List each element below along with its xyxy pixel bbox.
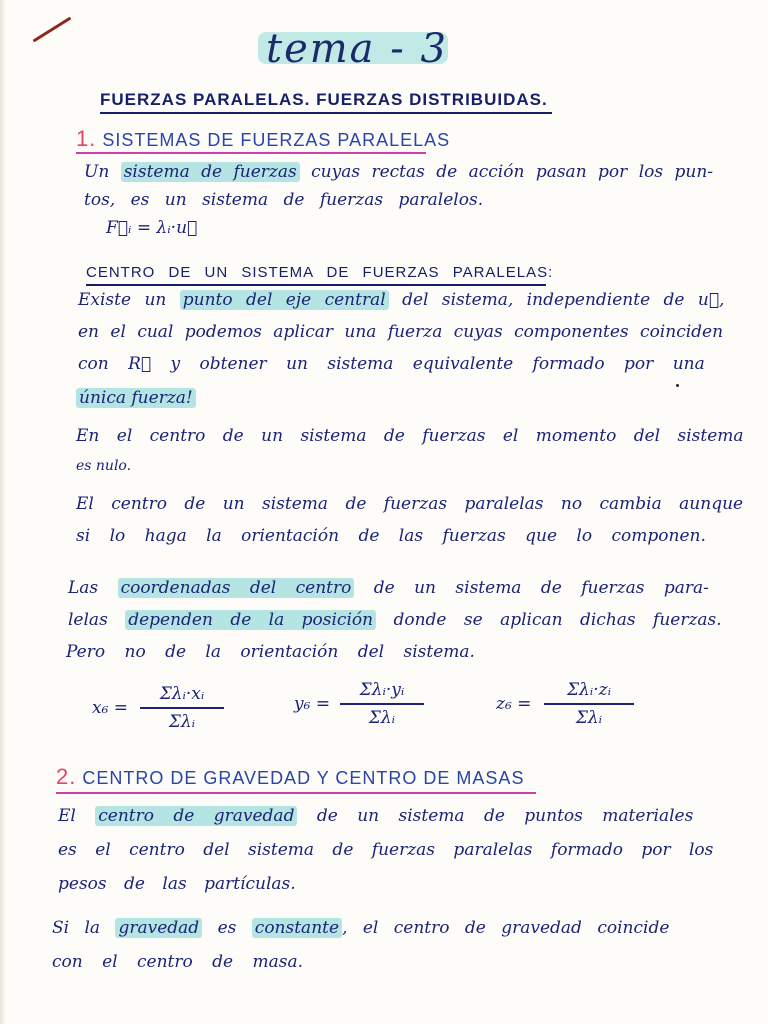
formula-x-denominator: Σλᵢ: [168, 711, 196, 732]
centro-line-11: Pero no de la orientación del sistema.: [66, 642, 475, 662]
formula-y-denominator: Σλᵢ: [368, 707, 396, 728]
ink-dot: [676, 384, 679, 387]
pencil-mark: [33, 17, 72, 43]
centro-line-6: es nulo.: [76, 458, 132, 474]
text: El: [58, 806, 76, 826]
centro-line-8: si lo haga la orientación de las fuerzas que lo componen.: [76, 526, 706, 546]
formula-y-fraction: [340, 680, 424, 728]
section-2-title: CENTRO DE GRAVEDAD Y CENTRO DE MASAS: [82, 768, 525, 788]
text: , el centro de gravedad coincide: [342, 918, 670, 938]
highlight-unica-fuerza: única fuerza!: [76, 388, 196, 408]
s2-line-1: [58, 806, 693, 826]
formula-z-lhs: z₆ =: [496, 694, 532, 714]
fraction-bar: [544, 703, 634, 705]
text: cuyas rectas de acción pasan por los pun-: [311, 162, 714, 182]
highlight-constante: constante: [252, 918, 342, 938]
s1-line-1: [84, 162, 713, 182]
fraction-bar: [340, 703, 424, 705]
subtitle-underline: [100, 112, 552, 114]
formula-x-fraction: [140, 684, 224, 732]
s2-line-2: es el centro del sistema de fuerzas paralelas formado por los: [58, 840, 714, 860]
section-1-number: 1.: [76, 126, 97, 151]
section-2-number: 2.: [56, 764, 77, 789]
text: donde se aplican dichas fuerzas.: [393, 610, 722, 630]
text: del sistema, independiente de u⃗,: [402, 290, 725, 310]
text: lelas: [68, 610, 108, 630]
centro-line-1: [78, 290, 724, 310]
formula-y-lhs: y₆ =: [294, 694, 331, 714]
text: Las: [68, 578, 99, 598]
formula-x-numerator: Σλᵢ·xᵢ: [159, 684, 205, 704]
section-1-title: SISTEMAS DE FUERZAS PARALELAS: [102, 130, 451, 150]
centro-line-7: El centro de un sistema de fuerzas paralelas no cambia aunque: [76, 494, 744, 514]
text: de un sistema de puntos materiales: [316, 806, 694, 826]
highlight-dependen-de-la-posicion: dependen de la posición: [125, 610, 376, 630]
s1-line-2: tos, es un sistema de fuerzas paralelos.: [84, 190, 484, 210]
text: de un sistema de fuerzas para-: [373, 578, 709, 598]
formula-z-fraction: [544, 680, 634, 728]
formula-z-numerator: Σλᵢ·zᵢ: [567, 680, 611, 700]
highlight-gravedad: gravedad: [115, 918, 202, 938]
formula-z-denominator: Σλᵢ: [575, 707, 603, 728]
page-edge: [0, 0, 6, 1024]
page-title: tema - 3: [266, 26, 448, 72]
text: es: [217, 918, 237, 938]
formula-x-lhs: x₆ =: [92, 698, 129, 718]
centro-line-3: con R⃗ y obtener un sistema equivalente formado por una: [78, 354, 705, 374]
title-block: [258, 22, 458, 74]
centro-underline: [86, 284, 546, 286]
s2-line-5: con el centro de masa.: [52, 952, 304, 972]
fraction-bar: [140, 707, 224, 709]
centro-line-10: [68, 610, 722, 630]
centro-heading: CENTRO DE UN SISTEMA DE FUERZAS PARALELAS:: [86, 264, 554, 281]
centro-line-4: [76, 388, 196, 408]
formula-y-numerator: Σλᵢ·yᵢ: [359, 680, 405, 700]
vector-formula: F⃗ᵢ = λᵢ·u⃗: [106, 218, 198, 238]
page-subtitle: FUERZAS PARALELAS. FUERZAS DISTRIBUIDAS.: [100, 90, 548, 109]
highlight-punto-eje-central: punto del eje central: [180, 290, 389, 310]
s2-line-4: [52, 918, 669, 938]
section-1-underline: [76, 152, 426, 154]
highlight-coordenadas-del-centro: coordenadas del centro: [118, 578, 355, 598]
text: Si la: [52, 918, 101, 938]
centro-line-2: en el cual podemos aplicar una fuerza cuyas componentes coinciden: [78, 322, 724, 342]
text: Un: [84, 162, 110, 182]
centro-line-5: En el centro de un sistema de fuerzas el momento del sistema: [76, 426, 744, 446]
highlight-sistema-de-fuerzas: sistema de fuerzas: [121, 162, 300, 182]
highlight-centro-de-gravedad: centro de gravedad: [95, 806, 297, 826]
section-1-heading: [76, 126, 450, 152]
section-2-heading: [56, 764, 524, 790]
section-2-underline: [56, 792, 536, 794]
text: Existe un: [78, 290, 167, 310]
s2-line-3: pesos de las partículas.: [58, 874, 296, 894]
centro-line-9: [68, 578, 709, 598]
